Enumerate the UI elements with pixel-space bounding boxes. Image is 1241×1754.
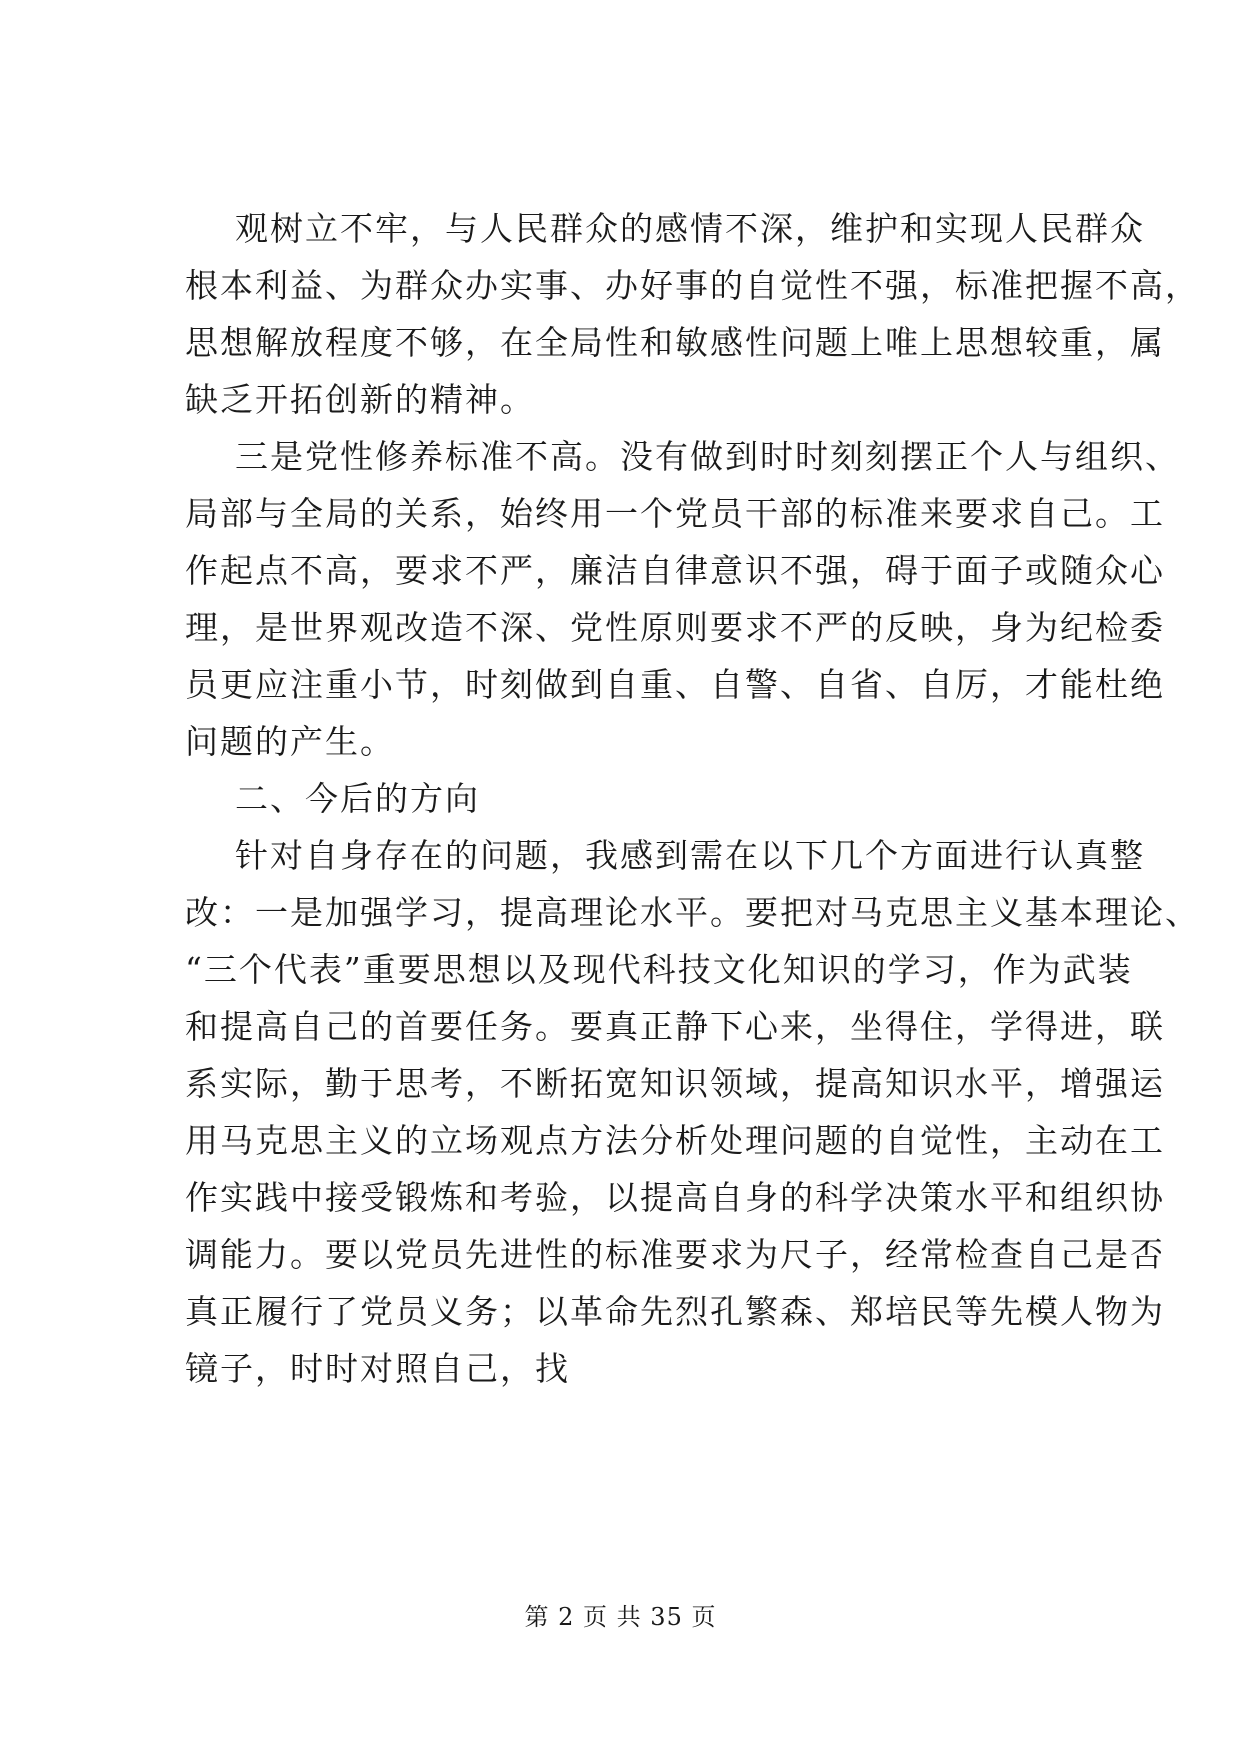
text-line: 真正履行了党员义务；以革命先烈孔繁森、郑培民等先模人物为 — [185, 1292, 1165, 1331]
text-line: 局部与全局的关系，始终用一个党员干部的标准来要求自己。工 — [185, 494, 1165, 533]
section-heading: 二、今后的方向 — [235, 779, 480, 818]
text-line: “三个代表”重要思想以及现代科技文化知识的学习，作为武装 — [185, 950, 1133, 989]
page-number-footer: 第 2 页 共 35 页 — [524, 1603, 717, 1631]
text-line: 观树立不牢，与人民群众的感情不深，维护和实现人民群众 — [235, 209, 1145, 248]
text-line: 和提高自己的首要任务。要真正静下心来，坐得住，学得进，联 — [185, 1007, 1165, 1046]
text-line: 三是党性修养标准不高。没有做到时时刻刻摆正个人与组织、 — [235, 437, 1180, 476]
text-line: 员更应注重小节，时刻做到自重、自警、自省、自厉，才能杜绝 — [185, 665, 1165, 704]
text-line: 作实践中接受锻炼和考验，以提高自身的科学决策水平和组织协 — [185, 1178, 1165, 1217]
text-line: 问题的产生。 — [185, 722, 395, 761]
text-line: 思想解放程度不够，在全局性和敏感性问题上唯上思想较重，属 — [185, 323, 1165, 362]
text-line: 改：一是加强学习，提高理论水平。要把对马克思主义基本理论、 — [185, 893, 1200, 932]
text-line: 针对自身存在的问题，我感到需在以下几个方面进行认真整 — [235, 836, 1145, 875]
text-line: 调能力。要以党员先进性的标准要求为尺子，经常检查自己是否 — [185, 1235, 1165, 1274]
text-line: 根本利益、为群众办实事、办好事的自觉性不强，标准把握不高， — [185, 266, 1200, 305]
text-line: 作起点不高，要求不严，廉洁自律意识不强，碍于面子或随众心 — [185, 551, 1165, 590]
text-line: 镜子，时时对照自己，找 — [185, 1349, 570, 1388]
text-line: 用马克思主义的立场观点方法分析处理问题的自觉性，主动在工 — [185, 1121, 1165, 1160]
text-line: 缺乏开拓创新的精神。 — [185, 380, 535, 419]
text-line: 系实际，勤于思考，不断拓宽知识领域，提高知识水平，增强运 — [185, 1064, 1165, 1103]
text-line: 理，是世界观改造不深、党性原则要求不严的反映，身为纪检委 — [185, 608, 1165, 647]
